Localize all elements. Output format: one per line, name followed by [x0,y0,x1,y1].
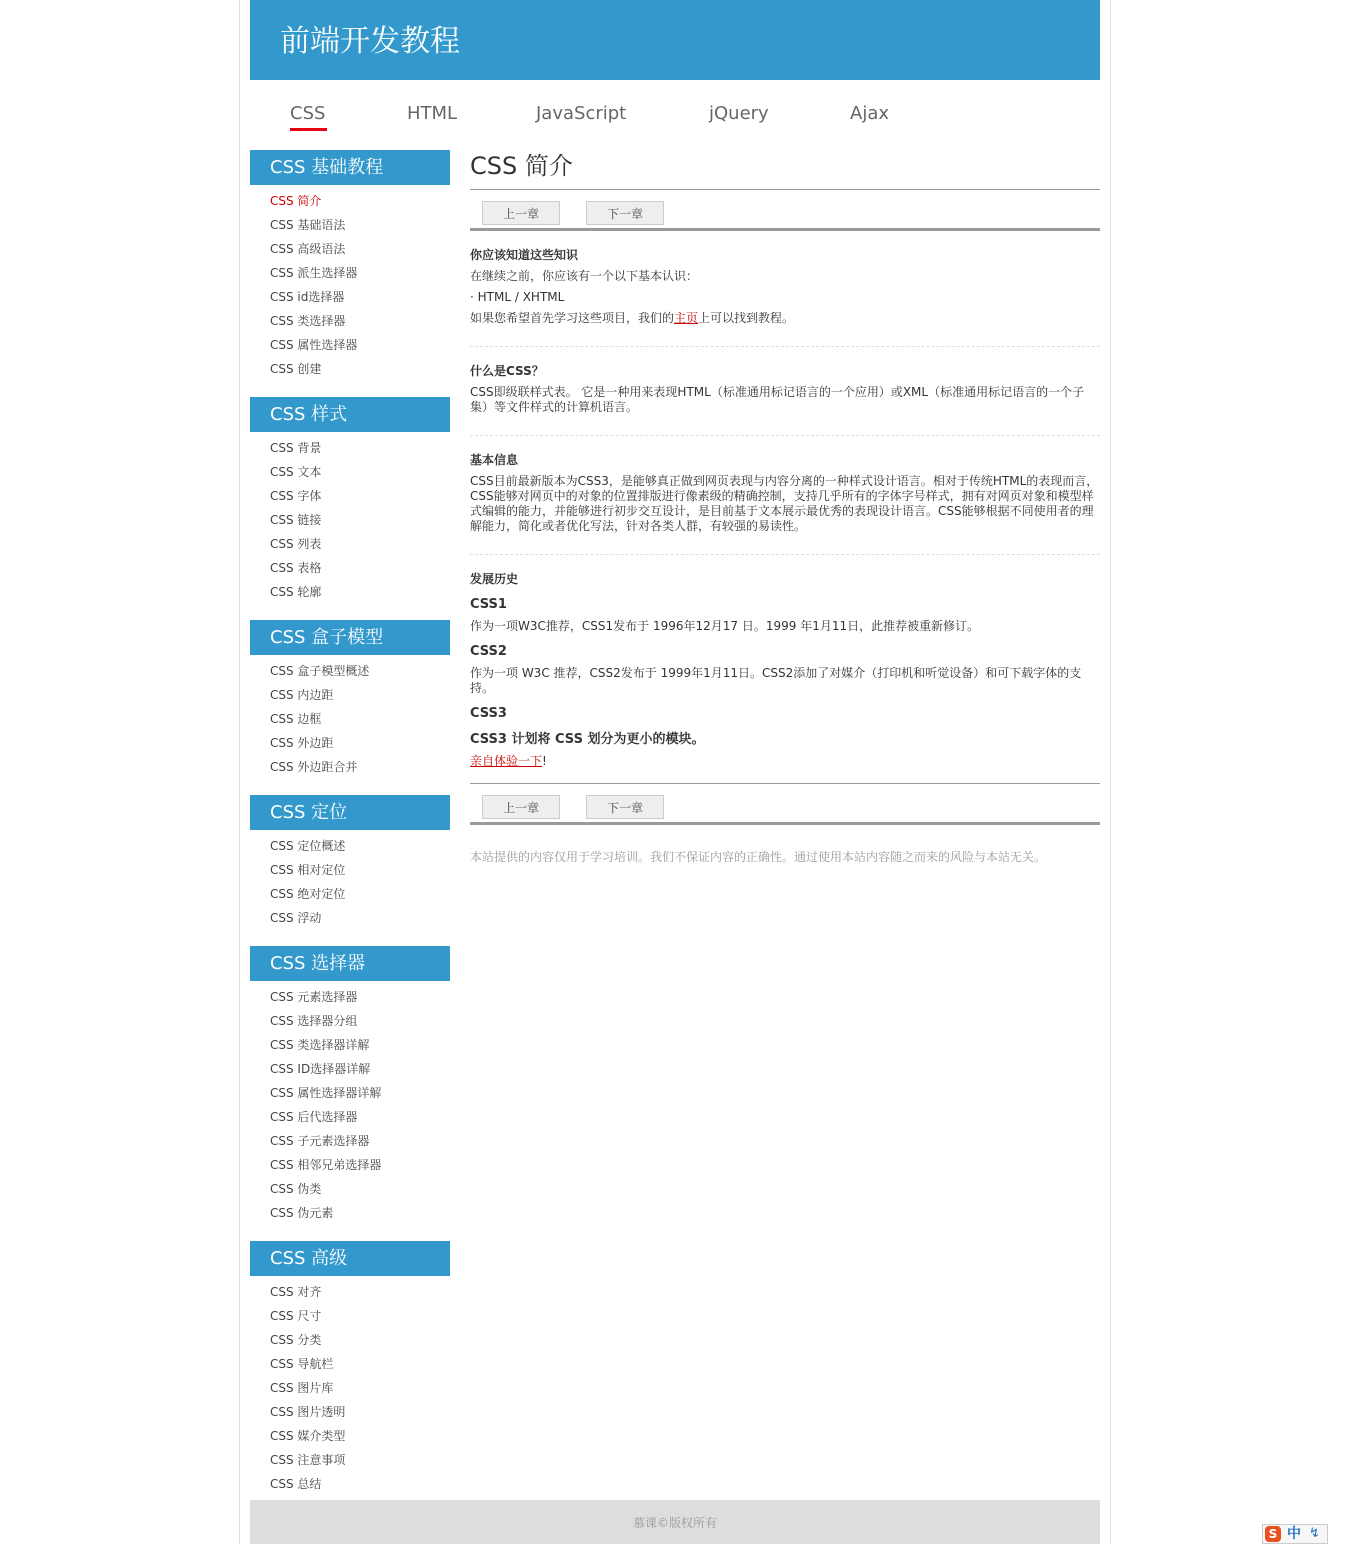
section-prerequisites [470,231,1100,347]
sidebar-group-title: CSS 基础教程 [250,150,450,185]
sidebar-group-styles [250,397,450,610]
sidebar-item[interactable]: CSS 后代选择器 [270,1110,358,1124]
page-title: CSS 简介 [470,150,1100,190]
sidebar-item[interactable]: CSS 图片透明 [270,1405,346,1419]
sidebar-item[interactable]: CSS 文本 [270,465,322,479]
sidebar-item[interactable]: CSS 浮动 [270,911,322,925]
sidebar-item[interactable]: CSS 媒介类型 [270,1429,346,1443]
try-it-link[interactable]: 亲自体验一下 [470,754,543,768]
ime-toolbar[interactable] [1262,1524,1328,1544]
prev-chapter-button[interactable]: 上一章 [482,795,560,819]
sidebar-item[interactable]: CSS 导航栏 [270,1357,334,1371]
disclaimer: 本站提供的内容仅用于学习培训。我们不保证内容的正确性。通过使用本站内容随之而来的风险与本站无关。 [470,850,1047,864]
nav-item-ajax[interactable]: Ajax [850,103,889,124]
nav-item-javascript[interactable]: JavaScript [536,103,627,124]
site-title: 前端开发教程 [280,24,460,59]
prev-chapter-button[interactable]: 上一章 [482,201,560,225]
sidebar [250,150,450,1512]
nav-item-jquery[interactable]: jQuery [709,103,769,124]
sidebar-group-selectors [250,946,450,1231]
section-what-is-css [470,347,1100,436]
nav-item-html[interactable]: HTML [407,103,458,124]
sidebar-item[interactable]: CSS 对齐 [270,1285,322,1299]
ime-language-indicator[interactable]: 中 [1287,1526,1301,1542]
section-text: 在继续之前，你应该有一个以下基本认识： [470,269,699,283]
sidebar-item[interactable]: CSS 类选择器详解 [270,1038,370,1052]
sidebar-item[interactable]: CSS 伪类 [270,1182,322,1196]
sidebar-group-title: CSS 高级 [250,1241,450,1276]
sidebar-item[interactable]: CSS 尺寸 [270,1309,322,1323]
site-footer: 慕课©版权所有 [250,1500,1100,1544]
section-heading: 什么是CSS？ [470,364,544,378]
site-header [250,0,1100,80]
pager-top [470,190,1100,231]
page-container [239,0,1111,1544]
section-heading: 基本信息 [470,453,519,467]
sidebar-item[interactable]: CSS 外边距 [270,736,334,750]
sidebar-item[interactable]: CSS 元素选择器 [270,990,358,1004]
top-nav [250,94,1100,134]
sidebar-group-title: CSS 选择器 [250,946,450,981]
nav-item-css[interactable]: CSS [290,103,326,124]
ime-menu-icon[interactable]: ↯ [1309,1526,1320,1541]
sidebar-item[interactable]: CSS 轮廓 [270,585,322,599]
section-text: 作为一项 W3C 推荐，CSS2发布于 1999年1月11日。CSS2添加了对媒介（打印机和听觉设备）和可下载字体的支持。 [470,666,1082,695]
sidebar-item[interactable]: CSS 类选择器 [270,314,346,328]
nav-active-underline [290,128,327,131]
section-text [470,311,1100,326]
sidebar-item[interactable]: CSS 子元素选择器 [270,1134,370,1148]
sidebar-item[interactable]: CSS 高级语法 [270,242,346,256]
pager-bottom [470,784,1100,825]
sidebar-item[interactable]: CSS 内边距 [270,688,334,702]
subheading-css2: CSS2 [470,644,507,659]
main-content [470,150,1100,877]
subheading-css1: CSS1 [470,597,507,612]
sidebar-item[interactable]: CSS id选择器 [270,290,345,304]
sidebar-item[interactable]: CSS 盒子模型概述 [270,664,370,678]
section-text: CSS即级联样式表。 它是一种用来表现HTML（标准通用标记语言的一个应用）或XML（标准通用标记语言的一个子集）等文件样式的计算机语言。 [470,385,1085,414]
sidebar-item[interactable]: CSS 创建 [270,362,322,376]
sidebar-item[interactable]: CSS 定位概述 [270,839,346,853]
section-basic-info [470,436,1100,555]
sidebar-item[interactable]: CSS 基础语法 [270,218,346,232]
sidebar-item[interactable]: CSS 总结 [270,1477,322,1491]
sidebar-item[interactable]: CSS 属性选择器 [270,338,358,352]
section-text: CSS目前最新版本为CSS3，是能够真正做到网页表现与内容分离的一种样式设计语言。相对于传统HTML的表现而言，CSS能够对网页中的对象的位置排版进行像素级的精确控制，支持几乎所有的字体字号样式，拥有对网页对象和模型样式编辑的能力，并能够进行初步交互设计，是目前基于文本展示最优秀的表现设计语言。CSS能够根据不同使用者的理解能力，简化或者优化写法，针对各类人群，有较强的易读性。 [470,474,1099,533]
sidebar-item[interactable]: CSS 图片库 [270,1381,334,1395]
sidebar-item[interactable]: CSS 边框 [270,712,322,726]
sidebar-item[interactable]: CSS 简介 [270,194,322,208]
sidebar-item[interactable]: CSS 分类 [270,1333,322,1347]
next-chapter-button[interactable]: 下一章 [586,201,664,225]
homepage-link[interactable]: 主页 [674,311,699,325]
sidebar-item[interactable]: CSS 选择器分组 [270,1014,358,1028]
sidebar-item[interactable]: CSS 绝对定位 [270,887,346,901]
sidebar-group-title: CSS 定位 [250,795,450,830]
text-fragment: 上可以找到教程。 [698,311,795,325]
sidebar-group-title: CSS 盒子模型 [250,620,450,655]
sidebar-group-title: CSS 样式 [250,397,450,432]
sidebar-group-positioning [250,795,450,936]
subheading-css3: CSS3 [470,706,507,721]
sidebar-item[interactable]: CSS 外边距合并 [270,760,358,774]
sogou-logo-icon: S [1265,1526,1281,1542]
text-fragment: 如果您希望首先学习这些项目，我们的 [470,311,675,325]
sidebar-item[interactable]: CSS 派生选择器 [270,266,358,280]
section-text: · HTML / XHTML [470,290,565,304]
sidebar-item[interactable]: CSS 相邻兄弟选择器 [270,1158,382,1172]
next-chapter-button[interactable]: 下一章 [586,795,664,819]
sidebar-item[interactable]: CSS 表格 [270,561,322,575]
sidebar-item[interactable]: CSS ID选择器详解 [270,1062,371,1076]
section-heading: 发展历史 [470,572,519,586]
section-text: 作为一项W3C推荐，CSS1发布于 1996年12月17 日。1999 年1月11日，此推荐被重新修订。 [470,619,980,633]
section-history [470,555,1100,784]
sidebar-item[interactable]: CSS 注意事项 [270,1453,346,1467]
sidebar-item[interactable]: CSS 字体 [270,489,322,503]
sidebar-group-basics [250,150,450,387]
text-fragment: ! [542,754,547,768]
sidebar-item[interactable]: CSS 链接 [270,513,322,527]
sidebar-item[interactable]: CSS 背景 [270,441,322,455]
sidebar-group-box-model [250,620,450,785]
sidebar-group-advanced [250,1241,450,1502]
sidebar-item[interactable]: CSS 伪元素 [270,1206,334,1220]
section-text-bold: CSS3 计划将 CSS 划分为更小的模块。 [470,732,705,747]
try-it-line [470,754,1100,769]
sidebar-item[interactable]: CSS 相对定位 [270,863,346,877]
section-heading: 你应该知道这些知识 [470,248,579,262]
sidebar-item[interactable]: CSS 属性选择器详解 [270,1086,382,1100]
sidebar-item[interactable]: CSS 列表 [270,537,322,551]
